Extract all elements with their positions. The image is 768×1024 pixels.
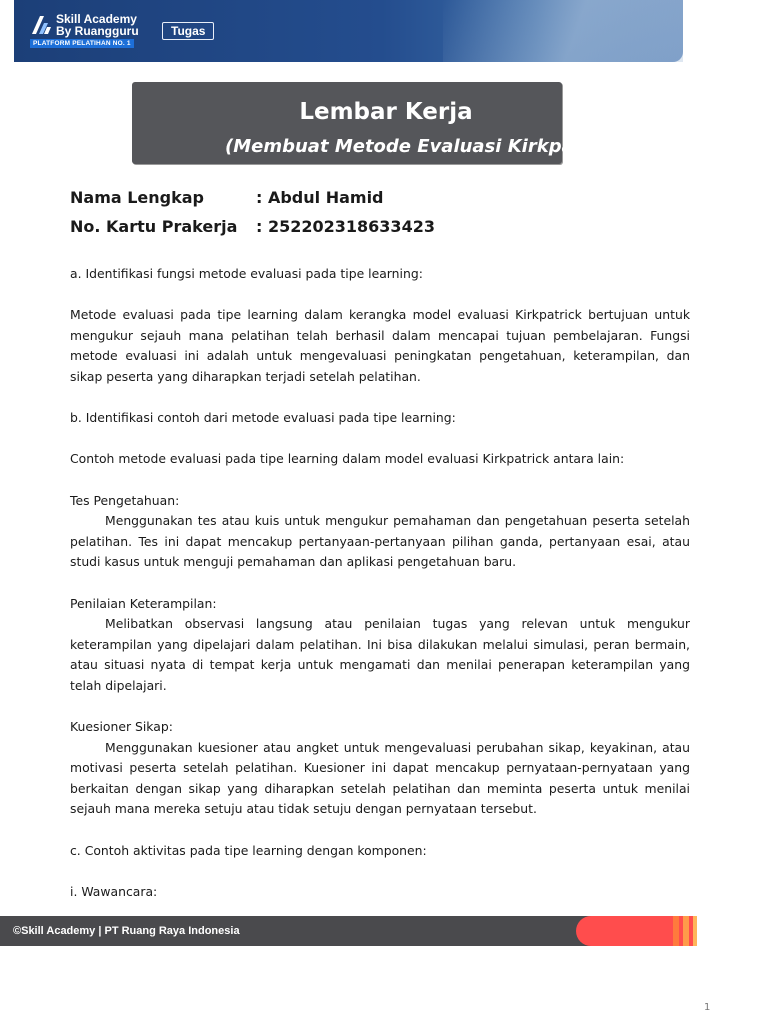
identity-value: : Abdul Hamid xyxy=(256,188,384,207)
item-body: Menggunakan tes atau kuis untuk mengukur pemahaman dan pengetahuan peserta setelah pelatihan. Tes ini dapat mencakup pertanyaan-pertanyaan pilihan ganda, pertanyaan esai, atau studi kasus untuk menguji pemahaman dan aplikasi pengetahuan baru. xyxy=(70,513,690,570)
title-box xyxy=(132,82,629,164)
tugas-badge: Tugas xyxy=(162,22,214,40)
identity-label: Nama Lengkap xyxy=(70,188,205,207)
brand-line-1: Skill Academy xyxy=(56,12,137,26)
footer-stripe xyxy=(693,916,697,946)
header-banner xyxy=(14,0,683,62)
identity-value: : 252202318633423 xyxy=(256,217,435,236)
item-body: Melibatkan observasi langsung atau penilaian tugas yang relevan untuk mengukur keterampilan yang dipelajari dalam pelatihan. Ini bisa dilakukan melalui simulasi, peran bermain, atau situasi nyata di tempat kerja untuk mengamati dan menilai penerapan keterampilan yang telah dipelajari. xyxy=(70,616,690,693)
section-a-heading: a. Identifikasi fungsi metode evaluasi pada tipe learning: xyxy=(70,266,423,281)
document-body xyxy=(70,264,690,902)
identity-card-row xyxy=(70,217,435,236)
page-title: Lembar Kerja xyxy=(299,99,473,125)
brand-name xyxy=(56,13,139,37)
item-body: Menggunakan kuesioner atau angket untuk mengevaluasi perubahan sikap, keyakinan, atau motivasi peserta setelah pelatihan. Kuesioner ini dapat mencakup pernyataan-pernyataan yang berkaitan dengan sikap yang diharapkan setelah pelatihan dan meminta peserta untuk menilai sejauh mana mereka setuju atau tidak setuju dengan pernyataan tersebut. xyxy=(70,739,690,817)
brand-line-2: By Ruangguru xyxy=(56,24,139,38)
page-number: 1 xyxy=(704,1002,711,1013)
identity-name-row xyxy=(70,188,384,207)
footer-stripe xyxy=(683,916,689,946)
item-title: Penilaian Keterampilan: xyxy=(70,595,217,611)
skill-academy-logo-icon xyxy=(30,14,52,36)
section-a-body: Metode evaluasi pada tipe learning dalam kerangka model evaluasi Kirkpatrick bertujuan untuk mengukur sejauh mana pelatihan telah berhasil dalam mencapai tujuan pembelajaran. Fungsi metode evaluasi ini adalah untuk mengevaluasi peningkatan pengetahuan, keterampilan, dan sikap peserta yang diharapkan terjadi setelah pelatihan. xyxy=(70,307,690,384)
banner-pen-image xyxy=(443,0,683,62)
footer-bar xyxy=(0,916,697,946)
footer-copyright: ©Skill Academy | PT Ruang Raya Indonesia xyxy=(13,925,240,937)
section-c-sub: i. Wawancara: xyxy=(70,883,158,899)
page-subtitle: (Membuat Metode Evaluasi Kirkpatrick) xyxy=(225,136,629,157)
item-title: Tes Pengetahuan: xyxy=(70,492,180,508)
footer-accent-shape xyxy=(576,916,697,946)
brand-tagline: PLATFORM PELATIHAN NO. 1 xyxy=(30,39,134,48)
section-c-heading: c. Contoh aktivitas pada tipe learning dengan komponen: xyxy=(70,842,427,858)
section-b-intro: Contoh metode evaluasi pada tipe learning dalam model evaluasi Kirkpatrick antara lain: xyxy=(70,451,625,467)
identity-label: No. Kartu Prakerja xyxy=(70,217,238,236)
section-b-heading: b. Identifikasi contoh dari metode evaluasi pada tipe learning: xyxy=(70,410,456,426)
footer-stripe xyxy=(673,916,679,946)
item-title: Kuesioner Sikap: xyxy=(70,719,173,735)
